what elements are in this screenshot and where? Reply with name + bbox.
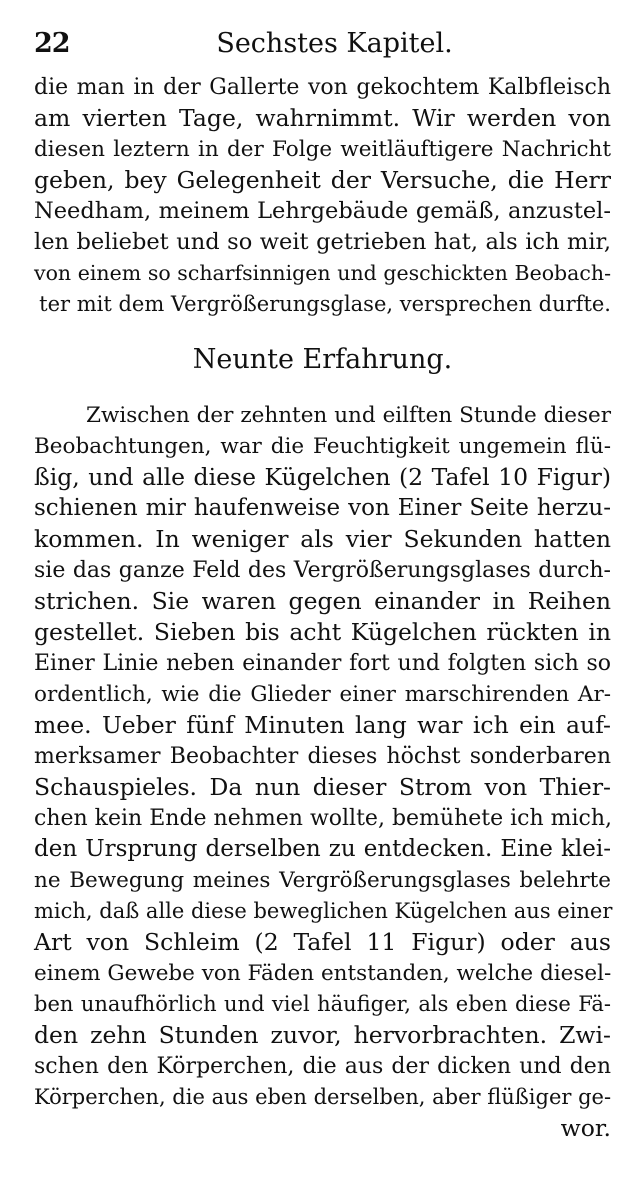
text-line: ßig, und alle diese Kügelchen (2 Tafel 10 Figur)	[34, 463, 611, 491]
text-line: Beobachtungen, war die Feuchtigkeit ungemein flü-	[34, 434, 611, 459]
text-line: ordentlich, wie die Glieder einer marschirenden Ar-	[34, 682, 611, 707]
text-line: Körperchen, die aus eben derselben, aber flüßiger ge-	[34, 1085, 612, 1109]
text-line: von einem so scharfsinnigen und geschickten Beobach-	[34, 261, 611, 285]
paragraph-2	[34, 400, 611, 1144]
text-line: schienen mir haufenweise von Einer Seite herzu-	[34, 495, 611, 521]
running-title: Sechstes Kapitel.	[216, 28, 453, 59]
text-line: den zehn Stunden zuvor, hervorbrachten. Zwi-	[34, 1021, 611, 1049]
text-line: Zwischen der zehnten und eilften Stunde dieser	[86, 403, 611, 428]
text-line: chen kein Ende nehmen wollte, bemühete ich mich,	[34, 806, 613, 831]
paragraph-1	[34, 72, 611, 320]
text-line: merksamer Beobachter dieses höchst sonderbaren	[34, 744, 611, 769]
text-line: Einer Linie neben einander fort und folgten sich so	[34, 651, 611, 676]
text-line: strichen. Sie waren gegen einander in Reihen	[34, 587, 611, 615]
text-line: ter mit dem Vergrößerungsglase, versprechen durfte.	[39, 292, 611, 316]
text-line: den Ursprung derselben zu entdecken. Eine klei-	[34, 836, 611, 862]
text-line: die man in der Gallerte von gekochtem Kalbfleisch	[34, 75, 611, 100]
text-line: einem Gewebe von Fäden entstanden, welche diesel-	[34, 961, 612, 986]
text-line: sie das ganze Feld des Vergrößerungsglases durch-	[34, 558, 611, 583]
text-line: schen den Körperchen, die aus der dicken und den	[34, 1054, 611, 1079]
text-line: mich, daß alle diese beweglichen Kügelchen aus einer	[34, 899, 613, 923]
text-line: Art von Schleim (2 Tafel 11 Figur) oder aus	[34, 928, 611, 956]
text-line: gestellet. Sieben bis acht Kügelchen rückten in	[34, 618, 611, 646]
text-line: Schauspieles. Da nun dieser Strom von Thier-	[34, 773, 611, 801]
page-number: 22	[34, 28, 70, 59]
text-line: geben, bey Gelegenheit der Versuche, die Herr	[34, 166, 611, 194]
text-line: am vierten Tage, wahrnimmt. Wir werden von	[34, 104, 611, 132]
text-line: kommen. In weniger als vier Sekunden hatten	[34, 525, 611, 553]
text-line: mee. Ueber fünf Minuten lang war ich ein auf-	[34, 711, 611, 739]
text-line: Needham, meinem Lehrgebäude gemäß, anzustel-	[34, 198, 611, 224]
text-line: len beliebet und so weit getrieben hat, als ich mir,	[34, 229, 611, 255]
text-line: ne Bewegung meines Vergrößerungsglases belehrte	[34, 868, 611, 893]
text-line: ben unaufhörlich und viel häufiger, als eben diese Fä-	[34, 992, 611, 1016]
text-line: diesen leztern in der Folge weitläuftigere Nachricht	[34, 137, 611, 162]
page-header	[34, 24, 611, 72]
section-heading: Neunte Erfahrung.	[192, 344, 453, 375]
catchword: wor.	[560, 1114, 611, 1142]
